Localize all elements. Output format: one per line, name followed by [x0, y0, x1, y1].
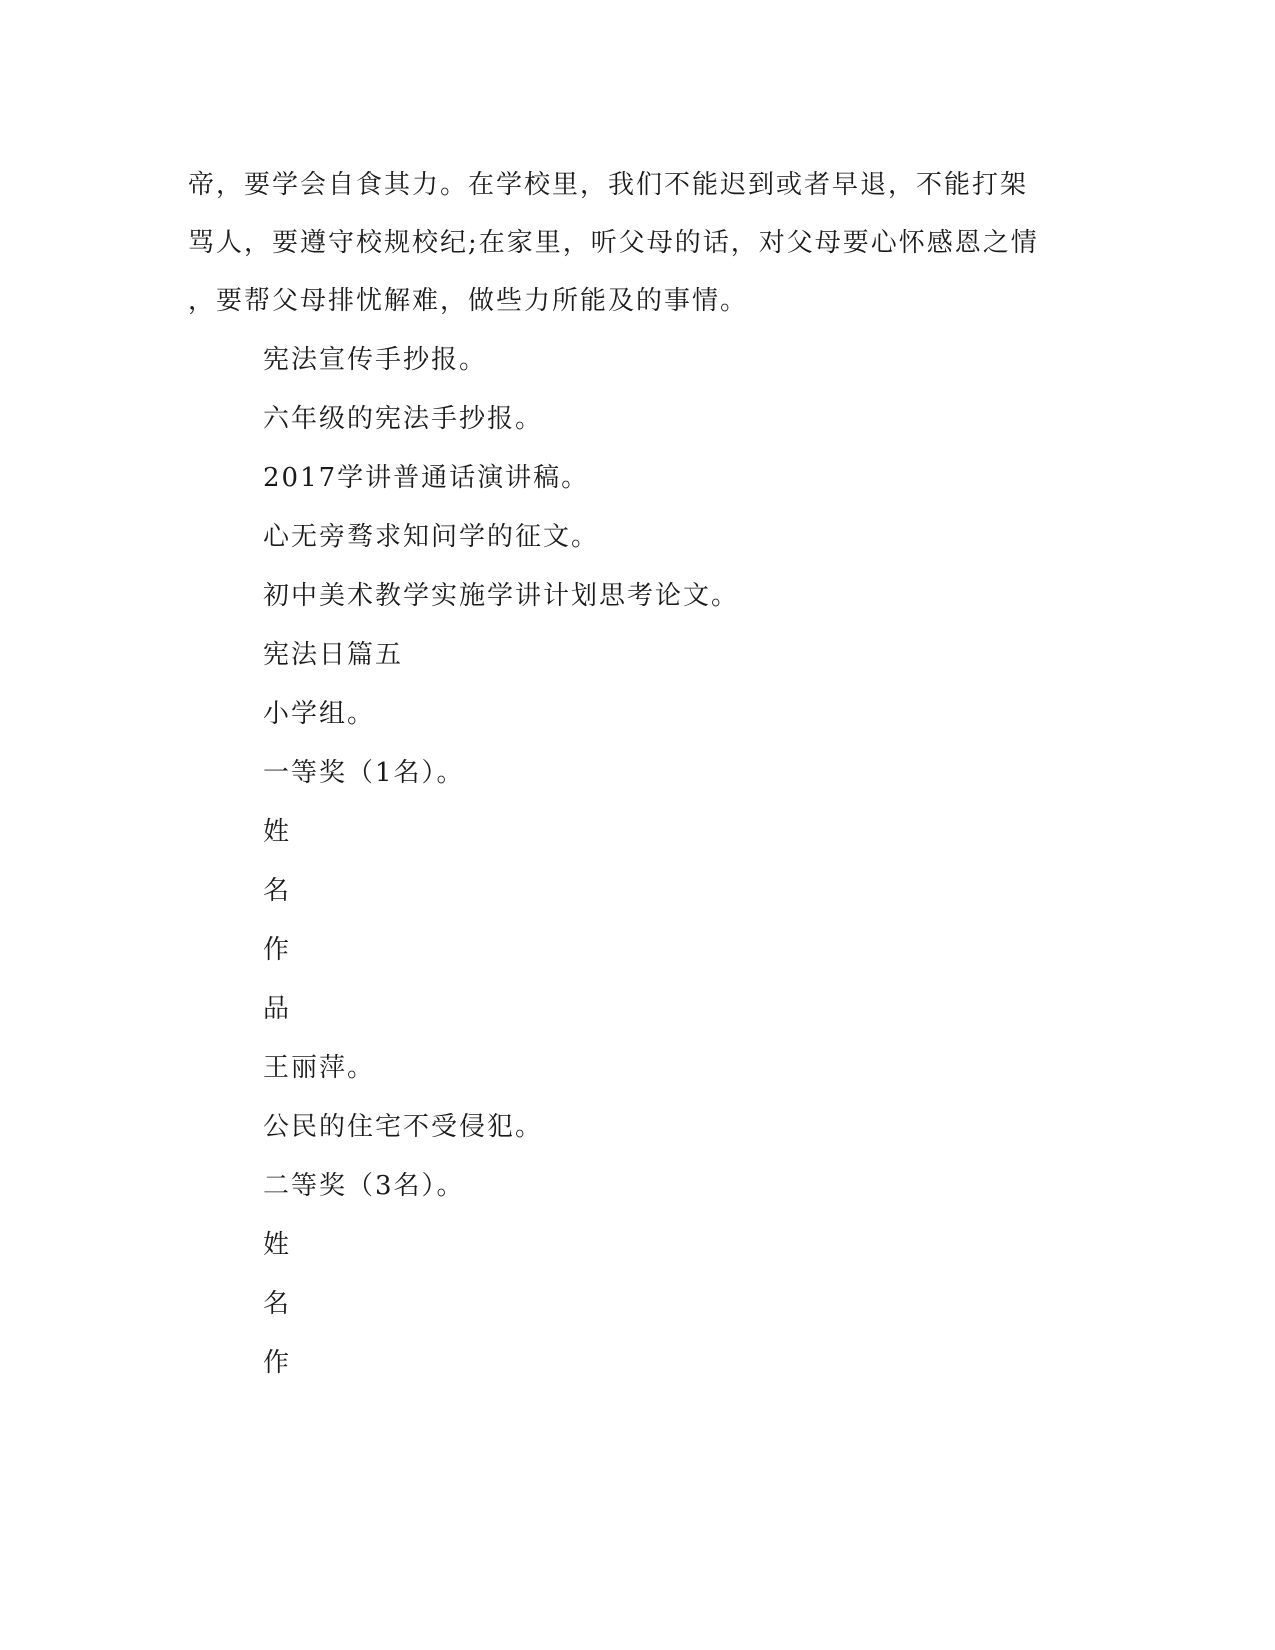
list-item: 姓 [263, 817, 292, 847]
list-item: 公民的住宅不受侵犯。 [263, 1112, 544, 1142]
list-item: 六年级的宪法手抄报。 [263, 404, 544, 434]
list-item: 姓 [263, 1230, 292, 1260]
list-item: 宪法宣传手抄报。 [263, 345, 488, 375]
list-item: 名 [263, 876, 292, 906]
list-item: 名 [263, 1289, 292, 1319]
list-item: 心无旁骛求知问学的征文。 [263, 522, 600, 552]
list-item: 作 [263, 1348, 292, 1378]
paragraph-line-1: 帝，要学会自食其力。在学校里，我们不能迟到或者早退，不能打架 [188, 170, 1029, 200]
paragraph-line-2: 骂人，要遵守校规校纪;在家里，听父母的话，对父母要心怀感恩之情 [188, 228, 1039, 258]
award-heading: 二等奖（3名）。 [263, 1171, 465, 1201]
list-item: 小学组。 [263, 699, 376, 729]
list-item: 初中美术教学实施学讲计划思考论文。 [263, 581, 740, 611]
section-heading: 宪法日篇五 [263, 640, 404, 670]
list-item: 作 [263, 935, 292, 965]
paragraph-line-3: ，要帮父母排忧解难，做些力所能及的事情。 [188, 286, 749, 316]
list-item: 2017学讲普通话演讲稿。 [263, 463, 590, 493]
list-item: 王丽萍。 [263, 1053, 376, 1083]
list-item: 品 [263, 994, 292, 1024]
award-heading: 一等奖（1名）。 [263, 758, 465, 788]
